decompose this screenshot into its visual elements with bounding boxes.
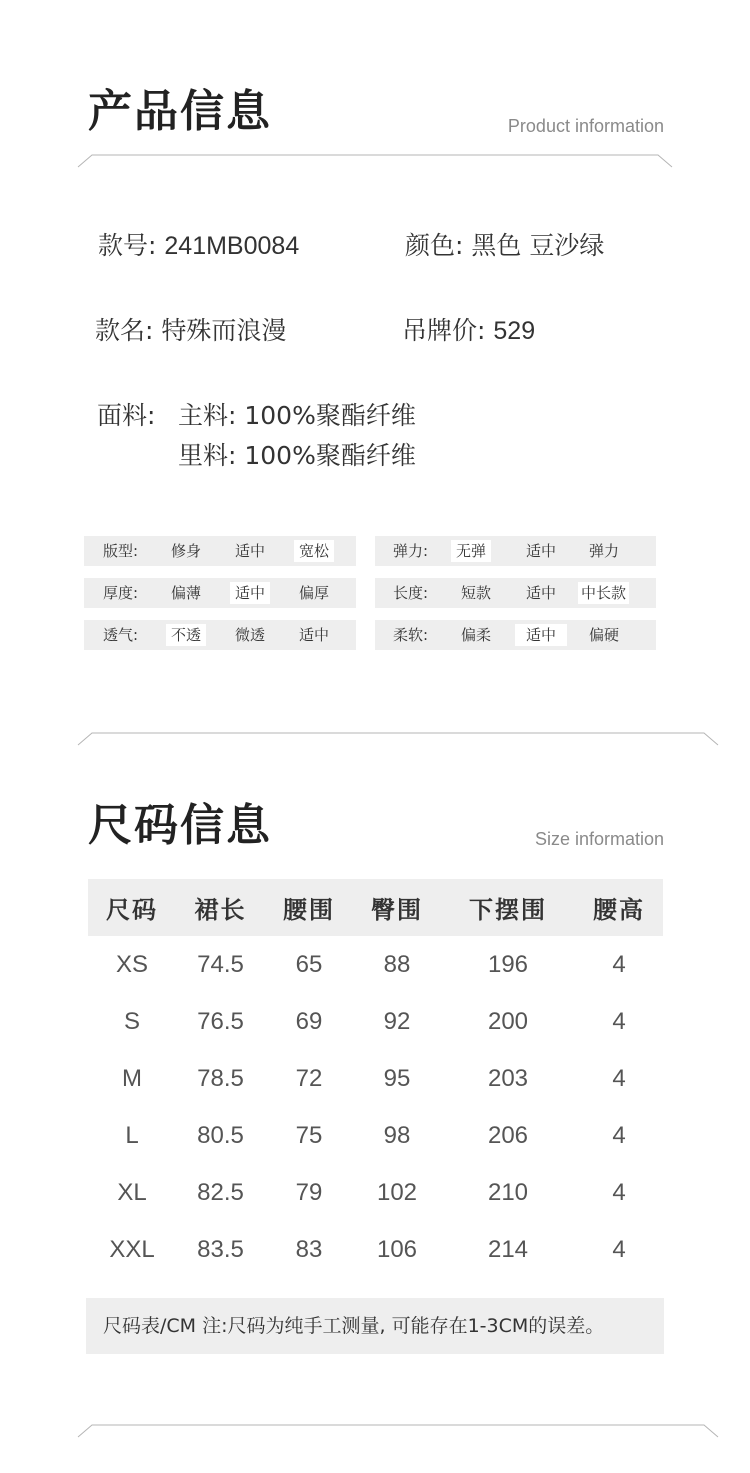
- cell-size: L: [125, 1121, 139, 1149]
- style-name: [95, 318, 286, 343]
- attr-option: 偏薄: [171, 584, 202, 602]
- cell-waist-height: 4: [612, 1121, 626, 1149]
- cell-waist: 75: [295, 1121, 323, 1149]
- fabric-label: 面料:: [97, 401, 156, 430]
- attr-label: 柔软:: [393, 626, 429, 644]
- table-row: [88, 1164, 663, 1221]
- product-info-title: 产品信息: [88, 86, 272, 137]
- attr-option: 适中: [235, 542, 266, 560]
- attr-option-selected: 宽松: [294, 540, 334, 562]
- cell-hip: 102: [376, 1178, 418, 1206]
- cell-hem: 200: [487, 1007, 529, 1035]
- cell-size: XS: [115, 950, 148, 978]
- style-name-label: 款名:: [95, 316, 154, 345]
- table-row: [88, 1107, 663, 1164]
- cell-skirt-length: 82.5: [197, 1178, 244, 1206]
- tag-price: [402, 318, 535, 344]
- cell-hip: 106: [376, 1235, 418, 1263]
- attr-row-elasticity: [375, 536, 656, 566]
- cell-hem: 206: [487, 1121, 529, 1149]
- cell-size: S: [123, 1007, 140, 1035]
- cell-waist-height: 4: [612, 1235, 626, 1263]
- cell-waist-height: 4: [612, 1178, 626, 1206]
- cell-hip: 98: [383, 1121, 411, 1149]
- attr-option: 偏柔: [461, 626, 492, 644]
- attr-option-selected: 适中: [230, 582, 270, 604]
- header-skirt-length: 裙长: [176, 879, 265, 936]
- cell-skirt-length: 78.5: [197, 1064, 244, 1092]
- attr-option: 短款: [461, 584, 492, 602]
- section-divider-bottom: [0, 1420, 750, 1440]
- attr-row-length: [375, 578, 656, 608]
- cell-waist-height: 4: [612, 950, 626, 978]
- attr-option: 适中: [526, 584, 557, 602]
- attr-option-selected: 适中: [515, 624, 567, 646]
- cell-hem: 214: [487, 1235, 529, 1263]
- attribute-table-right: [375, 536, 656, 662]
- table-row: [88, 1221, 663, 1278]
- cell-skirt-length: 76.5: [197, 1007, 244, 1035]
- cell-waist: 83: [295, 1235, 323, 1263]
- tag-price-label: 吊牌价:: [402, 316, 486, 345]
- header-hem: 下摆围: [441, 879, 575, 936]
- attr-label: 厚度:: [103, 584, 139, 602]
- header-size: 尺码: [88, 879, 176, 936]
- cell-hip: 92: [383, 1007, 411, 1035]
- attr-row-softness: [375, 620, 656, 650]
- attr-option: 修身: [171, 542, 202, 560]
- cell-hip: 88: [383, 950, 411, 978]
- cell-waist: 65: [295, 950, 323, 978]
- style-name-value: 特殊而浪漫: [161, 316, 287, 345]
- cell-size: M: [122, 1064, 142, 1092]
- cell-hem: 210: [487, 1178, 529, 1206]
- cell-waist-height: 4: [612, 1064, 626, 1092]
- style-number-value: 241MB0084: [164, 232, 300, 260]
- attr-row-fit: [84, 536, 356, 566]
- attr-option-selected: 无弹: [451, 540, 491, 562]
- table-row: [88, 936, 663, 993]
- cell-waist-height: 4: [612, 1007, 626, 1035]
- attr-row-thickness: [84, 578, 356, 608]
- size-info-subtitle: Size information: [534, 829, 664, 849]
- section-divider-top: [0, 150, 750, 170]
- cell-waist: 72: [295, 1064, 323, 1092]
- cell-hem: 203: [487, 1064, 529, 1092]
- product-info-subtitle: Product information: [507, 116, 664, 136]
- attr-row-breathability: [84, 620, 356, 650]
- style-number: [98, 233, 299, 259]
- header-hip: 臀围: [353, 879, 441, 936]
- cell-waist: 79: [295, 1178, 323, 1206]
- tag-price-value: 529: [493, 317, 536, 345]
- table-row: [88, 993, 663, 1050]
- color-label: 颜色:: [405, 231, 464, 260]
- attr-label: 透气:: [103, 626, 139, 644]
- cell-size: XXL: [109, 1235, 155, 1263]
- header-waist: 腰围: [265, 879, 353, 936]
- fabric-lining: 里料: 100%聚酯纤维: [178, 441, 416, 470]
- cell-skirt-length: 74.5: [197, 950, 244, 978]
- style-number-label: 款号:: [98, 231, 157, 260]
- attr-option: 微透: [235, 626, 266, 644]
- attr-label: 弹力:: [393, 542, 429, 560]
- header-waist-height: 腰高: [575, 879, 663, 936]
- fabric-main: 主料: 100%聚酯纤维: [178, 401, 416, 430]
- cell-size: XL: [117, 1178, 147, 1206]
- color-info: [405, 233, 604, 258]
- section-divider-middle: [0, 728, 750, 748]
- table-row: [88, 1050, 663, 1107]
- attr-option: 适中: [299, 626, 330, 644]
- attr-option: 偏厚: [299, 584, 330, 602]
- size-note: 尺码表/CM 注:尺码为纯手工测量, 可能存在1-3CM的误差。: [86, 1298, 664, 1354]
- attr-option: 弹力: [589, 542, 620, 560]
- color-value: 黑色 豆沙绿: [471, 231, 605, 260]
- cell-skirt-length: 83.5: [197, 1235, 244, 1263]
- attr-option-selected: 不透: [166, 624, 206, 646]
- cell-hip: 95: [383, 1064, 411, 1092]
- cell-skirt-length: 80.5: [197, 1121, 244, 1149]
- cell-waist: 69: [295, 1007, 323, 1035]
- size-table: [88, 879, 663, 1278]
- attr-label: 版型:: [103, 542, 139, 560]
- attribute-table-left: [84, 536, 356, 662]
- attr-option: 适中: [526, 542, 557, 560]
- size-info-title: 尺码信息: [88, 800, 272, 851]
- attr-option-selected: 中长款: [578, 582, 629, 604]
- attr-label: 长度:: [393, 584, 429, 602]
- cell-hem: 196: [487, 950, 529, 978]
- size-table-header: [88, 879, 663, 936]
- attr-option: 偏硬: [589, 626, 620, 644]
